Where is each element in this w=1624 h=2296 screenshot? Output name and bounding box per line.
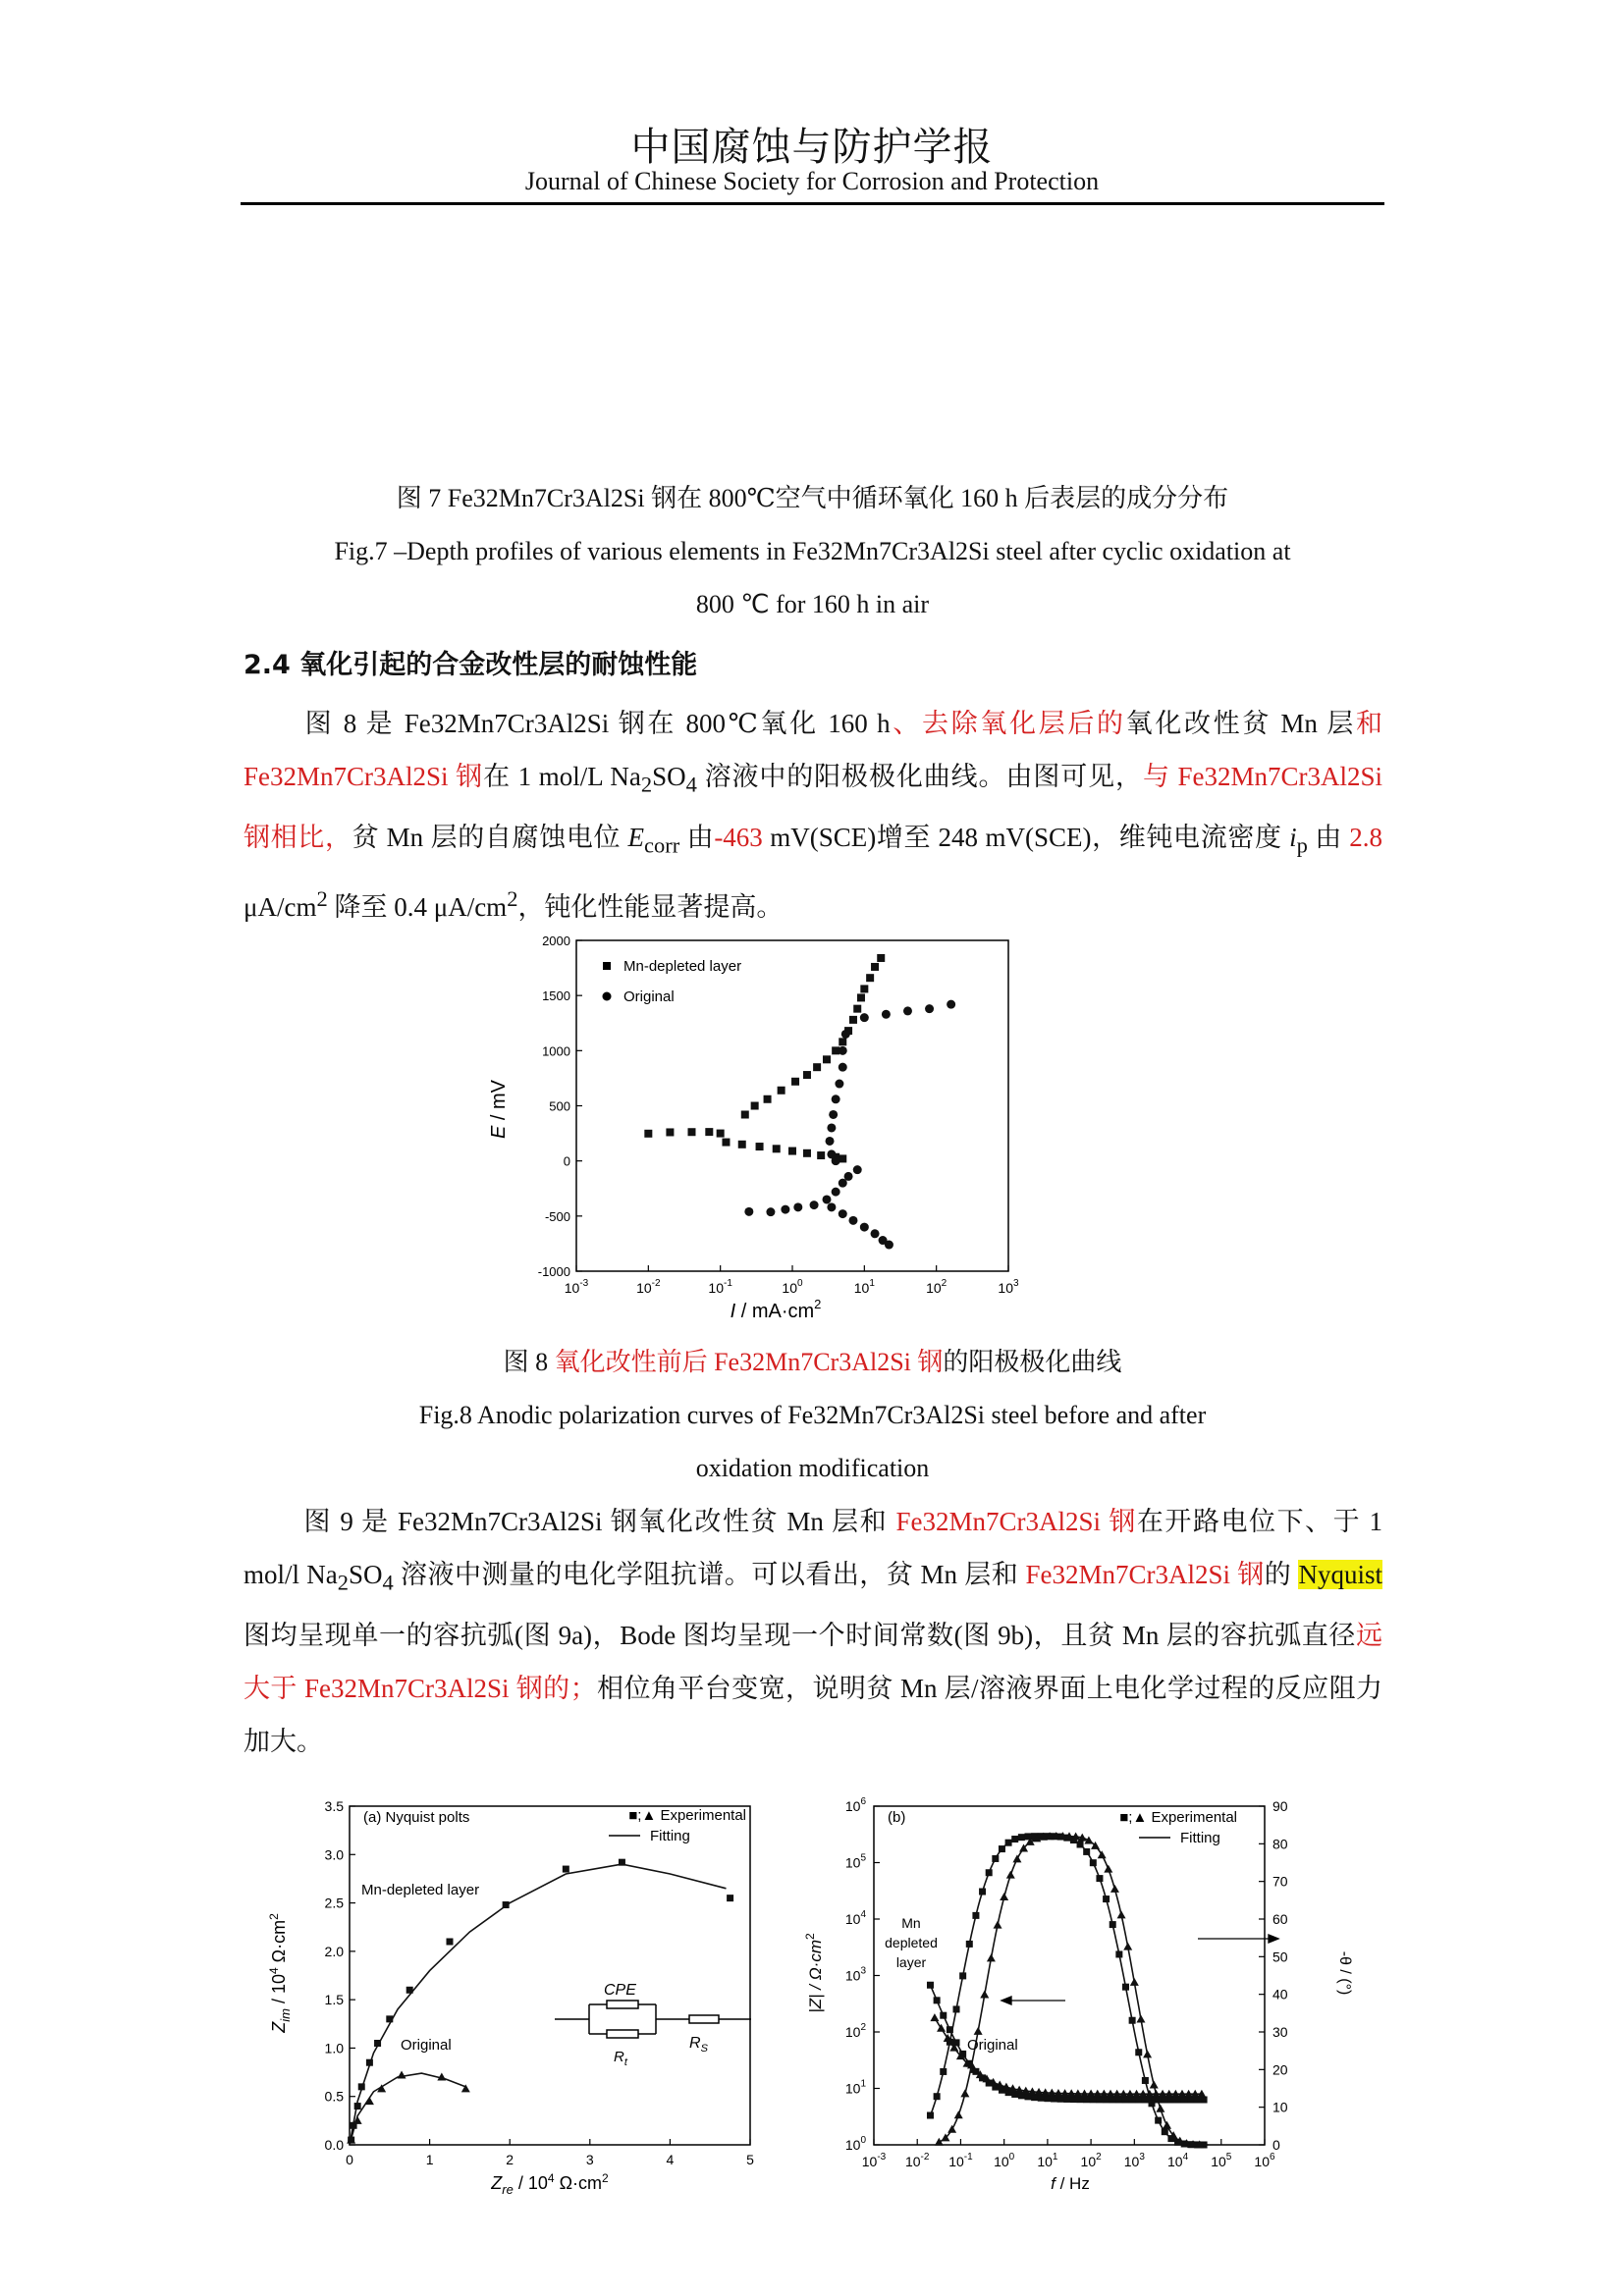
fig8-point-original [827,1149,836,1158]
fig9b-yright-tick-label: 0 [1272,2137,1280,2153]
fig8-point-mn-layer [773,1145,781,1152]
fig8-point-mn-layer [849,1016,857,1024]
fig8-point-mn-layer [823,1055,831,1063]
fig8-point-mn-layer [871,963,879,971]
fig8-point-mn-layer [791,1078,799,1086]
fig9b-xlabel: f / Hz [1051,2174,1090,2193]
fig9b-phase-mn-layer-point [1155,2117,1162,2124]
fig9a-point-mn-layer [563,1866,569,1873]
fig9b-phase-original-point [974,2027,983,2035]
fig8-xlabel: $I / mA\cdot cm^2$ [730,1297,822,1322]
fig9b-phase-mn-layer-point [1005,1840,1012,1846]
fig9a-point-mn-layer [386,2015,393,2022]
fig9a-xtick-label: 0 [346,2152,353,2167]
fig8-xtick-label: $10^{-3}$ [564,1278,589,1296]
fig9b-xtick-label: $10^3$ [1123,2152,1145,2169]
fig9b-phase-mn-layer-point [1083,1848,1090,1855]
fig9a-equivalent-circuit [555,2001,751,2038]
fig9a-ytick-label: 0.5 [324,2088,344,2105]
fig9b-yright-tick-label: 60 [1272,1911,1288,1927]
fig8-point-original [882,1010,891,1019]
fig9a-xtick-label: 2 [506,2152,514,2167]
fig9b-mag-original-point [937,2024,946,2032]
fig9b-phase-mn-layer-point [972,1912,979,1919]
fig9b-panel-label: (b) [888,1809,906,1826]
fig9a-ytick-label: 2.5 [324,1895,344,1911]
fig9b-xtick-label: $10^{-3}$ [861,2152,887,2169]
fig7-caption-en-2: 800 ℃ for 160 h in air [695,590,930,618]
fig9a-ytick-label: 3.5 [324,1798,344,1814]
fig8-point-mn-layer [803,1149,811,1157]
fig8-point-original [853,1165,862,1174]
fig9b-arrows [1001,1935,1278,2004]
fig9b-phase-mn-layer-point [992,1855,999,1862]
fig8-point-original [766,1207,775,1216]
fig8-point-mn-layer [817,1151,825,1159]
fig9a-chart [265,1787,766,2199]
journal-title-cn: 中国腐蚀与防护学报 [630,125,994,170]
journal-title-en: Journal of Chinese Society for Corrosion and Protection [524,167,1100,195]
fig9a-xtick-label: 3 [585,2152,594,2167]
fig9a-point-mn-layer [503,1901,510,1908]
fig8-point-original [810,1201,819,1209]
fig9b-phase-original-point [947,2125,956,2133]
section-title: 2.4 氧化引起的合金改性层的耐蚀性能 [244,650,698,680]
fig8-ytick-label: 0 [563,1153,570,1169]
fig9b-mag-original-fit [935,2018,1204,2095]
fig8-point-original [793,1202,802,1211]
fig9b-phase-original-point [1150,2081,1159,2089]
fig9b-yright-tick-label: 90 [1272,1798,1288,1814]
fig8-point-original [827,1202,836,1211]
fig9b-mag-mn-layer-point [927,1982,934,1989]
fig9a-ytick-label: 1.5 [324,1992,344,2008]
fig9b-phase-mn-layer-point [979,1889,986,1896]
fig9b-phase-original-point [1136,2015,1145,2023]
fig8-xtick-label: $10^0$ [782,1278,803,1296]
fig9b-phase-mn-layer-point [1122,1984,1129,1991]
fig8-caption-cn: 图 8 氧化改性前后 Fe32Mn7Cr3Al2Si 钢的阳极极化曲线 [503,1348,1122,1376]
fig8-ytick-label: -1000 [537,1264,570,1279]
fig8-caption-en-2: oxidation modification [695,1454,930,1482]
fig9b-phase-mn-layer-point [959,1972,966,1979]
fig9b-label-mn-2: depleted [885,1935,938,1950]
fig8-ylabel: E / mV [488,1079,510,1140]
fig9b-legend-fit: Fitting [1180,1830,1220,1846]
fig9b-yright-tick-label: 80 [1272,1836,1288,1852]
paragraph-2: 图 9 是 Fe32Mn7Cr3Al2Si 钢氧化改性贫 Mn 层和 Fe32Mn7Cr3Al2Si 钢在开路电位下、于 1 mol/l $Na_2SO_4$ 溶液中测量的电化学阻抗谱。可以看出，贫 Mn 层和 Fe32Mn7Cr3Al2Si 钢的 Nyquist 图均呈现单一的容抗弧(图 9a)，Bode 图均呈现一个时间常数(图 9b)，且贫 Mn 层的容抗弧直径远大于 Fe32Mn7Cr3Al2Si 钢的；相位角平台变宽，说明贫 Mn 层/溶液界面上电化学过程的反应阻力加大。 [244,1507,1382,1757]
fig9b-phase-mn-layer-point [927,2112,934,2119]
fig8-point-mn-layer [741,1110,749,1118]
fig9b-xtick-label: $10^4$ [1166,2152,1189,2169]
fig8-xtick-label: $10^2$ [926,1278,947,1296]
fig9a-point-mn-layer [447,1939,454,1946]
header-rule [241,202,1384,205]
fig9a-point-mn-layer [358,2083,365,2090]
fig9a-label-mn-layer: Mn-depleted layer [361,1882,480,1898]
fig9b-phase-original-point [1000,1893,1008,1900]
fig8-point-original [925,1004,934,1013]
fig9b-mag-mn-layer-point [940,2012,947,2019]
fig8-point-mn-layer [866,974,874,982]
fig8-point-original [860,1223,869,1232]
fig8-xtick-label: $10^1$ [853,1278,875,1296]
fig9b-phase-original-point [994,1921,1002,1929]
fig9a-xlabel: $Z_{re} / 10^4$ $\Omega\cdot cm^2$ [491,2171,609,2197]
fig8-point-mn-layer [860,985,868,992]
fig8-point-original [860,1013,869,1022]
fig8-point-mn-layer [722,1139,730,1147]
fig9b-phase-mn-layer-point [1011,1836,1018,1842]
fig8-point-mn-layer [756,1143,764,1150]
fig9b-phase-mn-layer-point [1090,1859,1097,1866]
fig9b-phase-mn-layer-point [1103,1896,1110,1902]
fig9b-xtick-label: $10^{-1}$ [948,2152,973,2169]
fig8-point-mn-layer [764,1095,772,1103]
fig9b-mag-original-point [930,2013,939,2021]
fig9b-yleft-tick-label: $10^0$ [844,2135,866,2153]
fig9b-phase-mn-layer-point [1115,1950,1122,1957]
fig9b-phase-mn-layer-point [947,2039,953,2046]
fig9b-phase-original-point [1012,1854,1021,1862]
fig8-point-original [744,1207,753,1216]
fig8-point-original [947,1000,955,1009]
fig8-xtick-label: $10^3$ [998,1278,1019,1296]
fig9b-phase-mn-layer-point [953,2005,960,2012]
fig7-caption-cn: 图 7 Fe32Mn7Cr3Al2Si 钢在 800℃空气中循环氧化 160 h 后表层的成分分布 [396,484,1229,512]
fig8-point-mn-layer [738,1141,746,1148]
fig9b-yleft-tick-label: $10^2$ [844,2022,866,2040]
fig8-legend-mn: Mn-depleted layer [623,958,742,975]
fig9a-point-mn-layer [406,1987,413,1994]
fig9b-xtick-label: $10^5$ [1211,2152,1232,2169]
fig9b-yleft-tick-label: $10^1$ [844,2078,866,2097]
fig9b-yright-tick-label: 30 [1272,2024,1288,2040]
fig9a-xtick-label: 5 [746,2152,754,2167]
fig9a-point-mn-layer [727,1895,733,1901]
fig9b-phase-original-point [954,2110,963,2118]
fig7-caption-en-1: Fig.7 –Depth profiles of various elements in Fe32Mn7Cr3Al2Si steel after cyclic oxidation at [334,537,1291,565]
fig9b-xtick-label: $10^1$ [1037,2152,1058,2169]
fig9b-ylabel-right: -θ / (°) [1336,1950,1353,1996]
fig9a-xtick-label: 4 [666,2152,675,2167]
fig9a-fit-line-original [350,2073,465,2145]
paragraph-1: 图 8 是 Fe32Mn7Cr3Al2Si 钢在 800℃氧化 160 h、去除氧化层后的氧化改性贫 Mn 层和 Fe32Mn7Cr3Al2Si 钢在 1 mol/L $Na_2SO_4$ 溶液中的阳极极化曲线。由图可见，与 Fe32Mn7Cr3Al2Si 钢相比，贫 Mn 层的自腐蚀电位 $E_{corr}$ 由-463 mV(SCE)增至 248 mV(SCE)，维钝电流密度 $i_p$ 由 2.8 $\mu A/cm^2$ 降至 0.4 $\mu A/cm^2$，钝化性能显著提高。 [244,709,1383,922]
fig9b-phase-mn-layer-point [1135,2049,1142,2056]
fig9b-yleft-tick-label: $10^5$ [844,1852,866,1871]
fig9a-point-mn-layer [366,2059,373,2066]
fig9b-phase-original-point [1104,1865,1112,1873]
fig9b-yleft-tick-label: $10^4$ [844,1909,866,1927]
fig9a-ylabel: $Z_{im} / 10^4$ $\Omega\cdot cm^2$ [267,1913,293,2033]
fig9b-phase-mn-layer-point [1077,1841,1084,1847]
fig8-point-original [841,1030,850,1039]
fig9b-yright-tick-label: 40 [1272,1986,1288,2002]
fig8-legend-original: Original [623,988,675,1005]
fig8-point-original [829,1110,838,1119]
fig8-point-mn-layer [788,1148,796,1155]
fig9b-phase-original-point [935,2138,944,2146]
fig8-point-mn-layer [839,1038,846,1045]
fig9b-phase-original-point [1117,1910,1126,1918]
fig9b-phase-original-point [960,2089,969,2097]
fig9b-phase-original-point [1156,2105,1164,2112]
fig9a-point-original [398,2071,406,2079]
fig8-point-original [885,1241,893,1250]
fig8-ytick-label: 2000 [542,934,570,948]
fig8-ytick-label: 1000 [542,1043,570,1059]
fig9b-phase-mn-layer-point [934,2093,941,2100]
fig9a-point-mn-layer [619,1859,625,1866]
fig9a-point-original [365,2097,374,2105]
fig8-point-mn-layer [666,1128,674,1136]
fig8-point-original [844,1172,853,1181]
fig8-point-original [848,1216,857,1225]
fig9a-label-original: Original [401,2037,452,2054]
fig9b-phase-original-point [1123,1943,1132,1950]
fig9a-ytick-label: 3.0 [324,1846,344,1863]
fig9b-yleft-tick-label: $10^3$ [844,1965,866,1984]
fig9b-phase-original-point [987,1953,996,1961]
fig8-point-original [871,1229,880,1238]
fig8-point-original [839,1046,847,1055]
fig8-point-mn-layer [853,1005,861,1013]
fig8-ytick-label: -500 [544,1208,570,1224]
fig9b-phase-original-point [980,1990,989,1998]
fig8-ytick-label: 1500 [542,988,570,1004]
fig9b-ylabel-left: $|Z| / \Omega\cdot cm^2$ [803,1933,825,2013]
fig9a-circuit-rs: $R_S$ [689,2035,708,2055]
fig8-point-mn-layer [813,1063,821,1071]
fig8-point-mn-layer [877,954,885,962]
fig8-point-mn-layer [803,1071,811,1079]
fig8-point-mn-layer [705,1128,713,1136]
fig9b-phase-original-point [1143,2050,1152,2057]
fig8-point-mn-layer [778,1087,785,1095]
fig8-point-original [827,1123,836,1132]
fig8-point-mn-layer [751,1102,759,1110]
fig8-point-original [903,1006,912,1015]
fig8-point-original [835,1080,843,1089]
fig9b-xtick-label: $10^{-2}$ [904,2152,930,2169]
fig9a-panel-label: (a) Nyquist polts [363,1809,470,1826]
fig9b-yright-tick-label: 50 [1272,1949,1288,1965]
fig9b-label-mn-1: Mn [901,1915,921,1931]
fig9b-phase-mn-layer-point [986,1869,993,1876]
fig8-point-mn-layer [857,993,865,1001]
fig8-legend-circle-marker [603,992,612,1001]
fig8-legend-square-marker [603,962,611,970]
fig9b-phase-mn-layer-point [1129,2017,1136,2024]
fig8-point-original [839,1209,847,1218]
fig8-point-original [781,1205,789,1214]
fig9b-phase-mn-layer-point [1110,1921,1116,1928]
fig8-point-original [832,1095,840,1103]
fig9b-yright-tick-label: 70 [1272,1873,1288,1890]
fig9b-chart [805,1787,1355,2199]
fig9b-phase-original-point [1006,1871,1015,1879]
fig8-point-original [822,1195,831,1203]
fig8-point-original [832,1188,840,1197]
fig8-point-mn-layer [644,1130,652,1138]
fig9b-phase-mn-layer-point [940,2068,947,2075]
fig9b-phase-original-point [1130,1978,1139,1986]
fig9b-label-mn-3: layer [895,1954,927,1970]
fig9a-legend-exp: ■;▲ Experimental [628,1807,746,1824]
fig9b-phase-original-point [1098,1850,1107,1858]
fig8-point-mn-layer [717,1130,725,1138]
fig8-caption-en-1: Fig.8 Anodic polarization curves of Fe32Mn7Cr3Al2Si steel before and after [418,1401,1207,1429]
fig9b-phase-mn-layer-point [1018,1834,1025,1841]
fig9b-phase-mn-layer-point [966,1941,973,1948]
fig9b-phase-original-point [1163,2121,1171,2129]
fig9b-phase-original-point [1110,1885,1119,1893]
fig9b-mag-mn-layer-point [934,1997,941,2003]
fig9a-ytick-label: 1.0 [324,2040,344,2056]
fig9a-circuit-rt: $R_t$ [614,2049,627,2068]
fig9b-phase-mn-layer-point [1162,2128,1168,2135]
fig8-ytick-label: 500 [549,1098,570,1114]
fig9b-phase-mn-layer-point [1142,2077,1149,2084]
fig9a-point-mn-layer [354,2103,361,2109]
fig8-xtick-label: $10^{-2}$ [636,1278,661,1296]
fig9a-xtick-label: 1 [425,2152,434,2167]
fig9b-yleft-tick-label: $10^6$ [844,1796,866,1814]
fig9b-phase-mn-layer-point [999,1845,1005,1852]
fig9b-label-original: Original [967,2037,1018,2054]
fig9b-phase-mn-layer-point [1149,2100,1156,2107]
fig8-point-mn-layer [687,1128,695,1136]
fig8-point-original [826,1137,835,1146]
fig9a-fit-line-mn-layer [350,1864,727,2145]
fig8-chart [481,923,1041,1325]
fig9a-circuit-cpe: CPE [604,1982,636,1999]
fig9b-legend-exp: ■;▲ Experimental [1119,1809,1237,1826]
fig8-legend [603,958,742,1005]
fig9a-ytick-label: 0.0 [324,2137,344,2153]
fig9a-plot-frame [350,1806,750,2145]
fig9a-legend-fit: Fitting [650,1828,690,1844]
fig9b-yright-tick-label: 10 [1272,2099,1288,2115]
fig9a-point-mn-layer [374,2040,381,2047]
fig9b-xtick-label: $10^6$ [1254,2152,1275,2169]
fig8-point-original [839,1063,847,1072]
fig9b-yright-tick-label: 20 [1272,2061,1288,2078]
fig9b-xtick-label: $10^0$ [994,2152,1015,2169]
fig8-xtick-label: $10^{-1}$ [708,1278,732,1296]
fig9a-ytick-label: 2.0 [324,1943,344,1959]
fig9b-xtick-label: $10^2$ [1080,2152,1102,2169]
fig9b-phase-mn-layer-point [1096,1875,1103,1882]
